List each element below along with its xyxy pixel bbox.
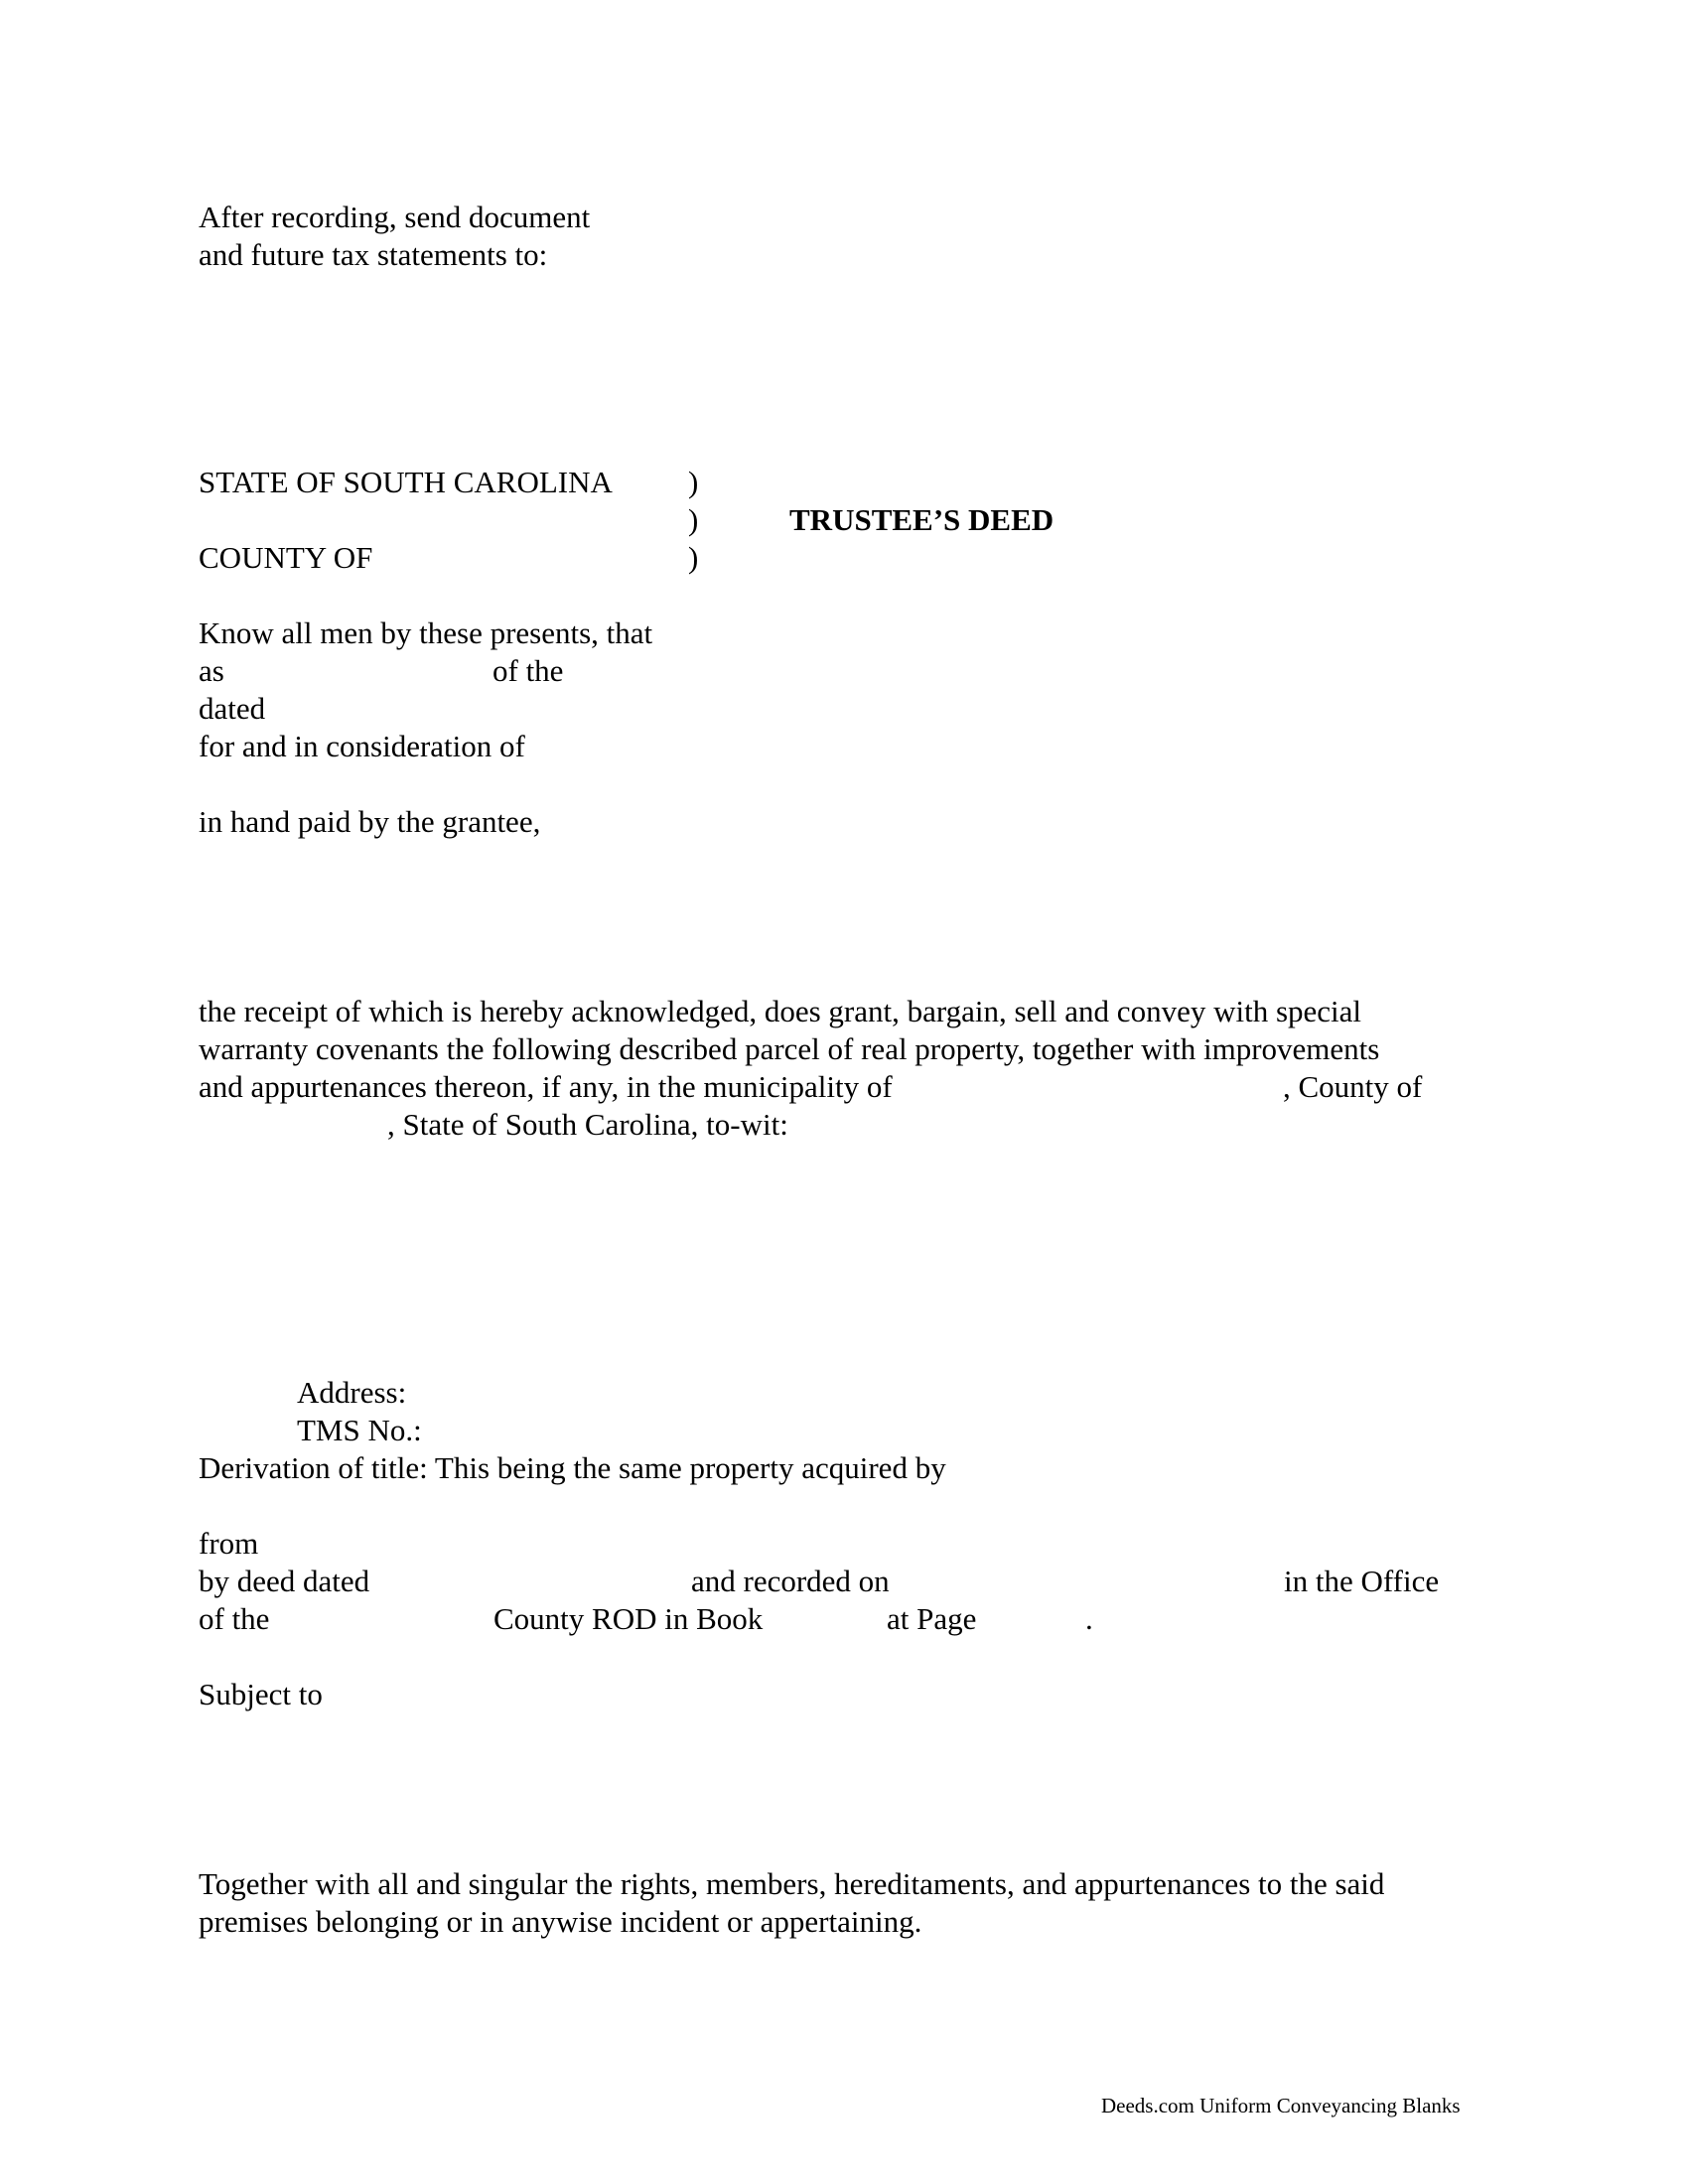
intro-of-the: of the [492,653,564,688]
subject-to-label: Subject to [199,1677,323,1711]
intro-dated: dated [199,691,266,726]
tms-label: TMS No.: [297,1413,422,1447]
in-the-office-label: in the Office [1284,1564,1440,1598]
at-page-label: at Page [887,1601,977,1636]
grant-line-4: , State of South Carolina, to-wit: [387,1107,788,1142]
derivation-of-title: Derivation of title: This being the same property acquired by [199,1450,946,1485]
recorded-on-label: and recorded on [691,1564,890,1598]
document-title: TRUSTEE’S DEED [789,502,1055,537]
county-label: COUNTY OF [199,540,373,575]
intro-as-label: as [199,653,224,688]
period: . [1085,1601,1093,1636]
address-label: Address: [297,1375,407,1410]
grant-line-1: the receipt of which is hereby acknowledged, does grant, bargain, sell and convey with special [199,994,1362,1028]
intro-line-1: Know all men by these presents, that [199,615,653,650]
intro-consideration: for and in consideration of [199,729,525,763]
state-label: STATE OF SOUTH CAROLINA [199,465,613,499]
together-line-2: premises belonging or in anywise incident or appertaining. [199,1904,922,1939]
of-the-label: of the [199,1601,270,1636]
grant-line-3a: and appurtenances thereon, if any, in the municipality of [199,1069,893,1104]
caption-paren-2: ) [688,502,699,537]
caption-paren-3: ) [688,540,699,575]
intro-hand-paid: in hand paid by the grantee, [199,804,541,839]
together-line-1: Together with all and singular the rights, members, hereditaments, and appurtenances to the said [199,1866,1385,1901]
from-label: from [199,1526,259,1561]
grant-line-2: warranty covenants the following described parcel of real property, together with improvements [199,1031,1380,1066]
by-deed-dated-label: by deed dated [199,1564,370,1598]
return-address-line-2: and future tax statements to: [199,237,548,272]
footer-text: Deeds.com Uniform Conveyancing Blanks [1101,2094,1461,2117]
county-rod-book-label: County ROD in Book [493,1601,764,1636]
grant-line-3b: , County of [1283,1069,1423,1104]
caption-paren-1: ) [688,465,699,499]
return-address-line-1: After recording, send document [199,200,591,234]
